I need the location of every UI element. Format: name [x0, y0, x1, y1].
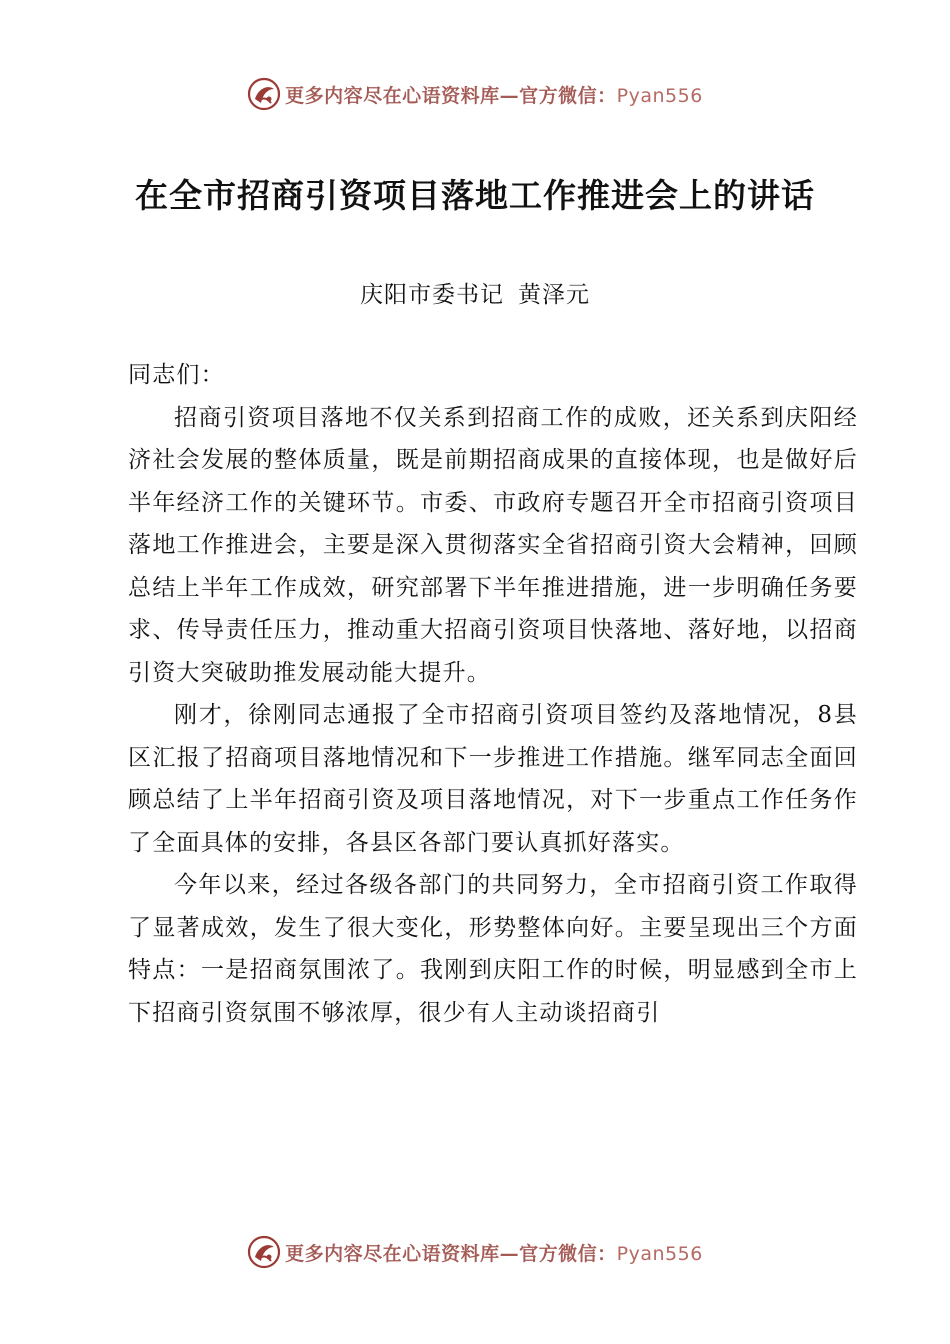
author-role: 庆阳市委书记	[360, 282, 504, 308]
document-title: 在全市招商引资项目落地工作推进会上的讲话	[135, 176, 815, 215]
watermark-text: 更多内容尽在心语资料库—官方微信：Pyan556	[285, 84, 703, 107]
document-body	[128, 354, 858, 1034]
watermark-logo-icon	[247, 1235, 281, 1269]
watermark-text: 更多内容尽在心语资料库—官方微信：Pyan556	[285, 1242, 703, 1265]
paragraph: 今年以来，经过各级各部门的共同努力，全市招商引资工作取得了显著成效，发生了很大变化，形势整体向好。主要呈现出三个方面特点：一是招商氛围浓了。我刚到庆阳工作的时候，明显感到全市上下招商引资氛围不够浓厚，很少有人主动谈招商引	[128, 872, 858, 1026]
author-name: 黄泽元	[518, 282, 590, 308]
paragraph: 招商引资项目落地不仅关系到招商工作的成败，还关系到庆阳经济社会发展的整体质量，既是前期招商成果的直接体现，也是做好后半年经济工作的关键环节。市委、市政府专题召开全市招商引资项目落地工作推进会，主要是深入贯彻落实全省招商引资大会精神，回顾总结上半年工作成效，研究部署下半年推进措施，进一步明确任务要求、传导责任压力，推动重大招商引资项目快落地、落好地，以招商引资大突破助推发展动能大提升。	[128, 404, 858, 686]
watermark-logo-icon	[247, 77, 281, 111]
salutation: 同志们：	[128, 362, 225, 388]
watermark-banner-top	[0, 72, 950, 116]
byline	[0, 276, 950, 309]
watermark-banner-bottom	[0, 1230, 950, 1274]
paragraph: 刚才，徐刚同志通报了全市招商引资项目签约及落地情况，8县区汇报了招商项目落地情况和下一步推进工作措施。继军同志全面回顾总结了上半年招商引资及项目落地情况，对下一步重点工作任务作了全面具体的安排，各县区各部门要认真抓好落实。	[128, 702, 858, 856]
